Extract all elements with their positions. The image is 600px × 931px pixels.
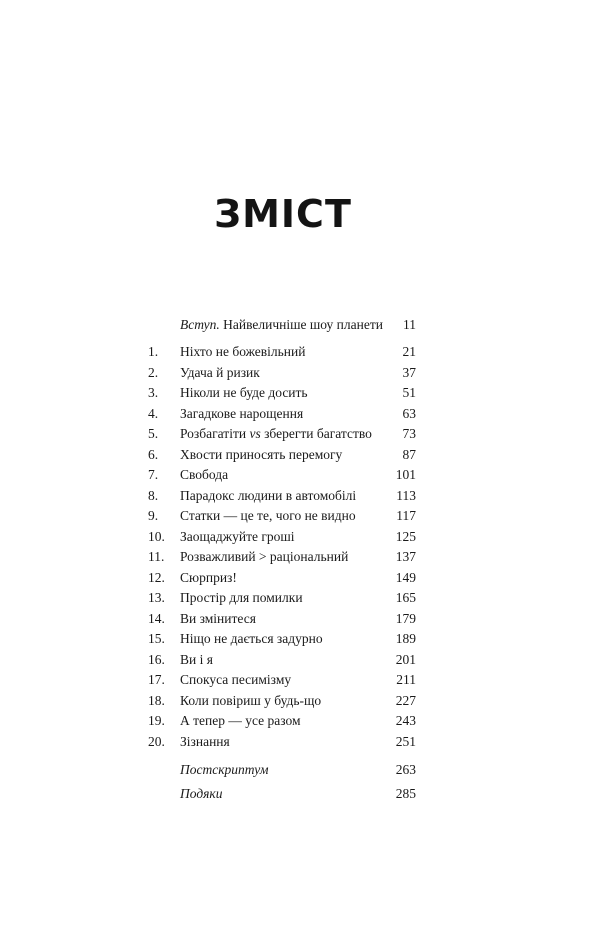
toc-page-number: 37 xyxy=(402,364,416,380)
toc-page-number: 263 xyxy=(395,762,416,777)
toc-intro-label-rest: Найвеличніше шоу планети xyxy=(219,317,383,332)
toc-chapter-title: Спокуса песимізму xyxy=(180,672,292,687)
toc-page-number: 137 xyxy=(395,549,416,564)
toc-chapter-number: 11. xyxy=(148,549,165,564)
toc-page-number: 113 xyxy=(396,487,416,503)
toc-chapter-row xyxy=(0,445,600,465)
toc-page-number: 87 xyxy=(402,446,416,462)
toc-page-number: 227 xyxy=(395,692,416,708)
toc-intro-title xyxy=(180,315,383,335)
toc-chapter-title: А тепер — усе разом xyxy=(180,713,301,728)
toc-chapter-number: 17. xyxy=(148,672,165,687)
toc-chapter-title: Хвости приносять перемогу xyxy=(180,446,343,462)
toc-backmatter-row xyxy=(0,784,600,804)
toc-page-number: 179 xyxy=(395,610,416,626)
toc-chapter-row xyxy=(0,732,600,752)
toc-chapter-row xyxy=(0,486,600,506)
toc-chapter-number: 3. xyxy=(148,385,159,400)
toc-page-number: 73 xyxy=(402,426,416,441)
toc-chapter-row xyxy=(0,650,600,670)
toc-chapter-title: Сюрприз! xyxy=(180,569,237,585)
toc-backmatter-title: Постскриптум xyxy=(180,762,269,777)
toc-chapter-number: 12. xyxy=(148,569,165,585)
toc-chapter-title: Розважливий > раціональний xyxy=(180,549,349,564)
toc-chapter-title: Ніколи не буде досить xyxy=(180,385,308,400)
toc-chapter-number: 15. xyxy=(148,631,165,646)
toc-chapter-number: 5. xyxy=(148,426,159,441)
toc-page-number: 11 xyxy=(403,317,416,332)
toc-chapter-title: Коли повіриш у будь-що xyxy=(180,692,322,708)
toc-page-number: 101 xyxy=(395,467,416,482)
toc-chapter-title: Ніщо не дається задурно xyxy=(180,631,323,646)
toc-page-number: 21 xyxy=(402,344,416,359)
toc-chapter-number: 19. xyxy=(148,713,165,728)
toc-chapter-row xyxy=(0,465,600,485)
toc-chapter-number: 13. xyxy=(148,590,165,605)
toc-chapter-row xyxy=(0,404,600,424)
toc-chapter-title: Свобода xyxy=(180,467,229,482)
toc-chapter-number: 18. xyxy=(148,692,165,708)
toc-chapter-number: 2. xyxy=(148,364,159,380)
toc-chapter-row xyxy=(0,568,600,588)
toc-chapter-row xyxy=(0,609,600,629)
toc-chapter-number: 20. xyxy=(148,733,165,749)
toc-chapter-title: Ви і я xyxy=(180,651,213,667)
toc-chapter-number: 1. xyxy=(148,344,159,359)
toc-backmatter-row xyxy=(0,760,600,780)
toc-chapter-number: 4. xyxy=(148,405,159,421)
toc-page-number: 201 xyxy=(395,651,416,667)
toc-backmatter-title: Подяки xyxy=(180,786,223,801)
toc-chapter-row xyxy=(0,363,600,383)
toc-page-number: 51 xyxy=(402,385,416,400)
toc-chapter-row xyxy=(0,588,600,608)
toc-chapter-title: Ніхто не божевільний xyxy=(180,344,306,359)
toc-page-number: 285 xyxy=(395,786,416,801)
toc-chapter-row xyxy=(0,527,600,547)
toc-chapter-number: 8. xyxy=(148,487,159,503)
toc-chapter-title: Простір для помилки xyxy=(180,590,303,605)
toc-title-part: Розбагатіти xyxy=(180,426,250,441)
toc-chapter-title: Удача й ризик xyxy=(180,364,260,380)
toc-chapter-number: 6. xyxy=(148,446,159,462)
toc-chapter-title: Загадкове нарощення xyxy=(180,405,304,421)
toc-chapter-number: 10. xyxy=(148,528,165,544)
toc-chapter-number: 16. xyxy=(148,651,165,667)
toc-page-number: 117 xyxy=(396,508,416,523)
toc-chapter-title: Зізнання xyxy=(180,733,230,749)
toc-chapter-number: 14. xyxy=(148,610,165,626)
toc-chapter-title: Парадокс людини в автомобілі xyxy=(180,487,357,503)
toc-chapter-number: 7. xyxy=(148,467,159,482)
toc-chapter-number: 9. xyxy=(148,508,159,523)
toc-chapter-title: Статки — це те, чого не видно xyxy=(180,508,356,523)
toc-chapter-row xyxy=(0,691,600,711)
page-title: ЗМІСТ xyxy=(214,192,352,236)
toc-title-part: зберегти багатство xyxy=(260,426,372,441)
toc-chapter-row xyxy=(0,670,600,690)
toc-chapter-row xyxy=(0,506,600,526)
toc-chapter-title xyxy=(180,424,372,444)
toc-page-number: 243 xyxy=(395,713,416,728)
toc-chapter-title: Заощаджуйте гроші xyxy=(180,528,295,544)
toc-page-number: 189 xyxy=(395,631,416,646)
toc-intro-label-italic: Вступ. xyxy=(180,317,220,332)
toc-chapter-title: Ви змінитеся xyxy=(180,610,256,626)
toc-page-number: 149 xyxy=(395,569,416,585)
toc-page-number: 125 xyxy=(395,528,416,544)
toc-chapter-row xyxy=(0,711,600,731)
toc-chapter-row xyxy=(0,342,600,362)
toc-intro-row xyxy=(0,315,600,335)
toc-page-number: 63 xyxy=(402,405,416,421)
toc-title-italic-part: vs xyxy=(249,426,261,441)
toc-page-number: 211 xyxy=(396,672,416,687)
toc-chapter-row xyxy=(0,424,600,444)
toc-page-number: 251 xyxy=(395,733,416,749)
toc-page-number: 165 xyxy=(395,590,416,605)
toc-chapter-row xyxy=(0,383,600,403)
toc-chapter-row xyxy=(0,629,600,649)
toc-chapter-row xyxy=(0,547,600,567)
